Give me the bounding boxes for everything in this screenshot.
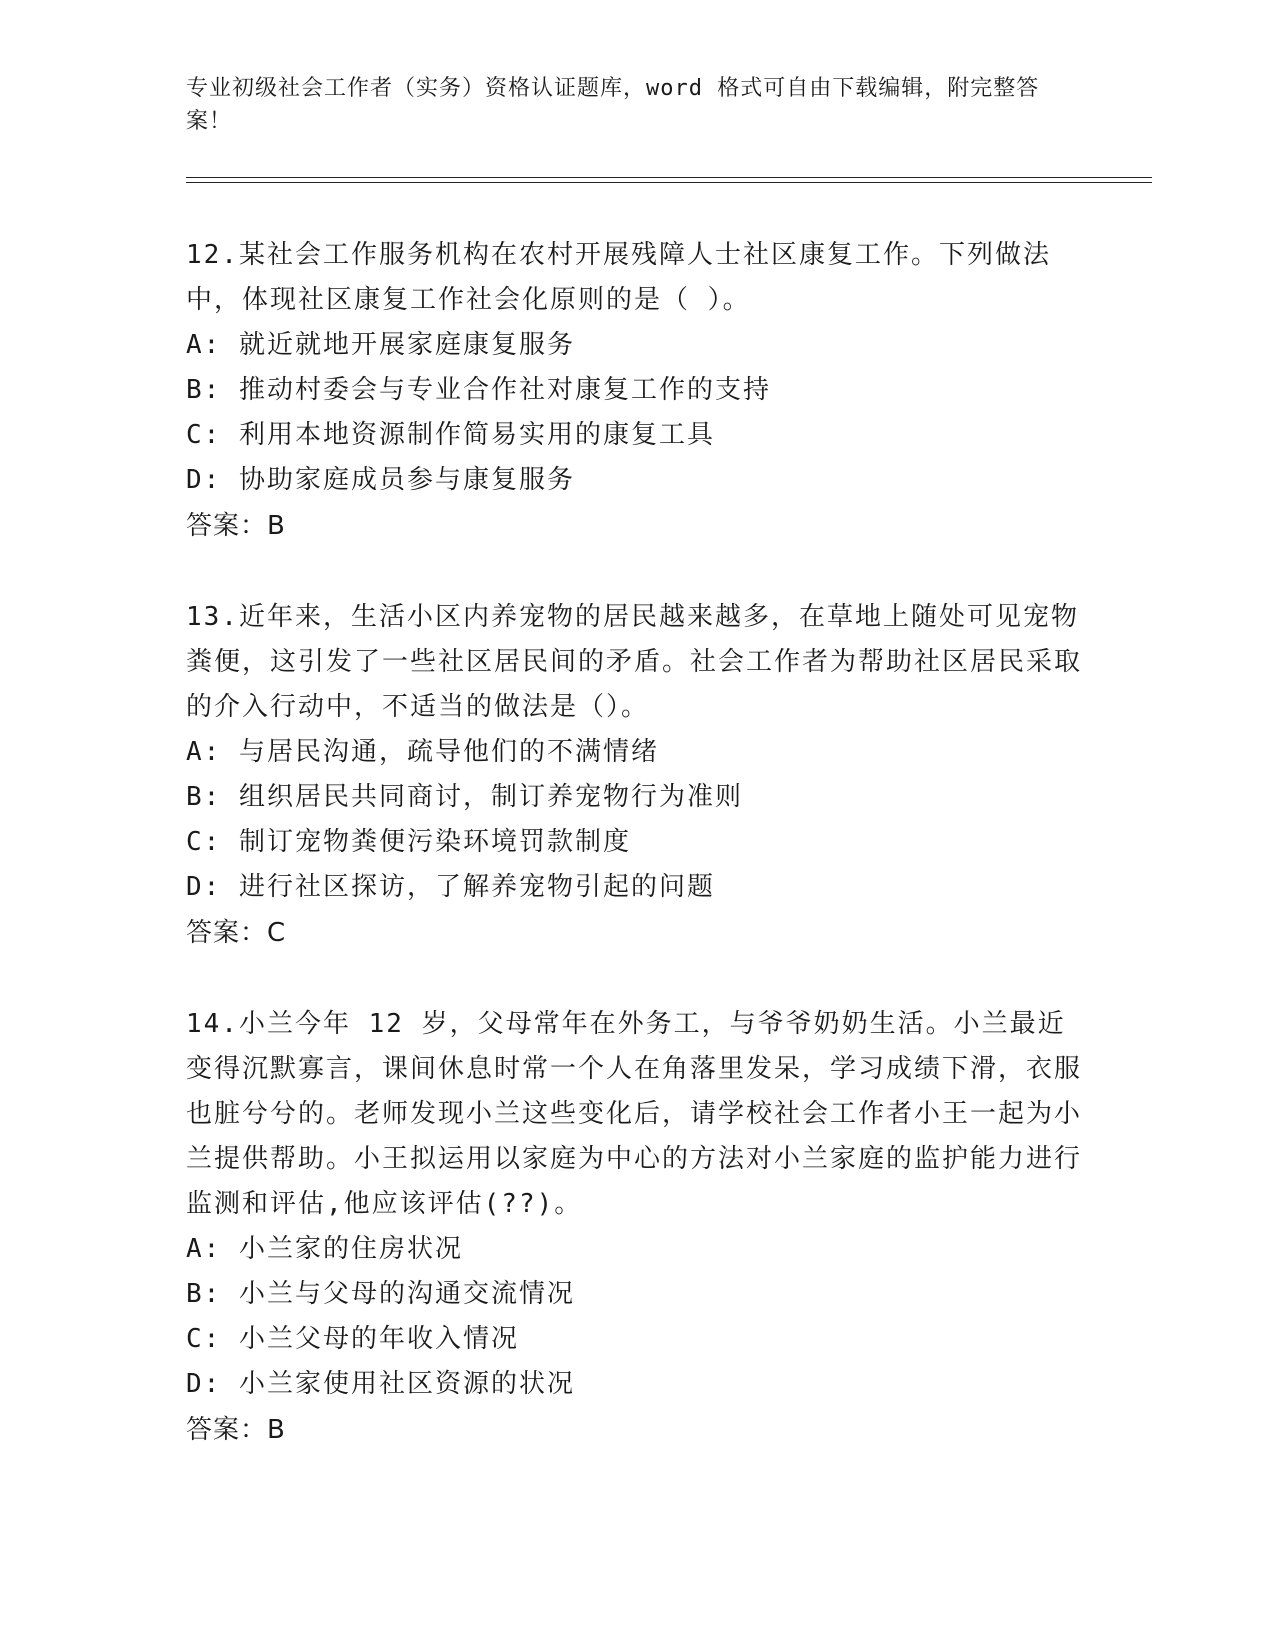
document-header: 专业初级社会工作者（实务）资格认证题库，word 格式可自由下载编辑，附完整答案！ (186, 76, 1040, 134)
answer: 答案：C (186, 918, 287, 948)
option-b: B: 推动村委会与专业合作社对康复工作的支持 (186, 375, 771, 405)
header-divider-bottom (186, 182, 1152, 183)
option-c: C: 利用本地资源制作简易实用的康复工具 (186, 420, 715, 450)
option-c: C: 制订宠物粪便污染环境罚款制度 (186, 827, 631, 857)
header-divider-top (186, 177, 1152, 178)
question-text: 14.小兰今年 12 岁，父母常年在外务工，与爷爷奶奶生活。小兰最近变得沉默寡言，课间休息时常一个人在角落里发呆，学习成绩下滑，衣服也脏兮兮的。老师发现小兰这些变化后，请学校社会工作者小王一起为小兰提供帮助。小王拟运用以家庭为中心的方法对小兰家庭的监护能力进行监测和评估,他应该评估(??)。 (186, 1009, 1083, 1219)
question-12 (186, 233, 1086, 549)
question-13 (186, 595, 1086, 956)
question-text: 13.近年来，生活小区内养宠物的居民越来越多，在草地上随处可见宠物粪便，这引发了一些社区居民间的矛盾。社会工作者为帮助社区居民采取的介入行动中，不适当的做法是（）。 (186, 602, 1083, 722)
question-14 (186, 1002, 1086, 1453)
option-d: D: 协助家庭成员参与康复服务 (186, 465, 575, 495)
option-a: A: 与居民沟通，疏导他们的不满情绪 (186, 737, 659, 767)
answer: 答案：B (186, 511, 286, 541)
option-a: A: 就近就地开展家庭康复服务 (186, 330, 575, 360)
option-d: D: 小兰家使用社区资源的状况 (186, 1369, 575, 1399)
option-d: D: 进行社区探访，了解养宠物引起的问题 (186, 872, 715, 902)
question-text: 12.某社会工作服务机构在农村开展残障人士社区康复工作。下列做法中，体现社区康复工作社会化原则的是（ ）。 (186, 240, 1051, 315)
option-b: B: 小兰与父母的沟通交流情况 (186, 1279, 575, 1309)
option-a: A: 小兰家的住房状况 (186, 1234, 463, 1264)
answer: 答案：B (186, 1415, 286, 1445)
option-c: C: 小兰父母的年收入情况 (186, 1324, 519, 1354)
option-b: B: 组织居民共同商讨，制订养宠物行为准则 (186, 782, 743, 812)
